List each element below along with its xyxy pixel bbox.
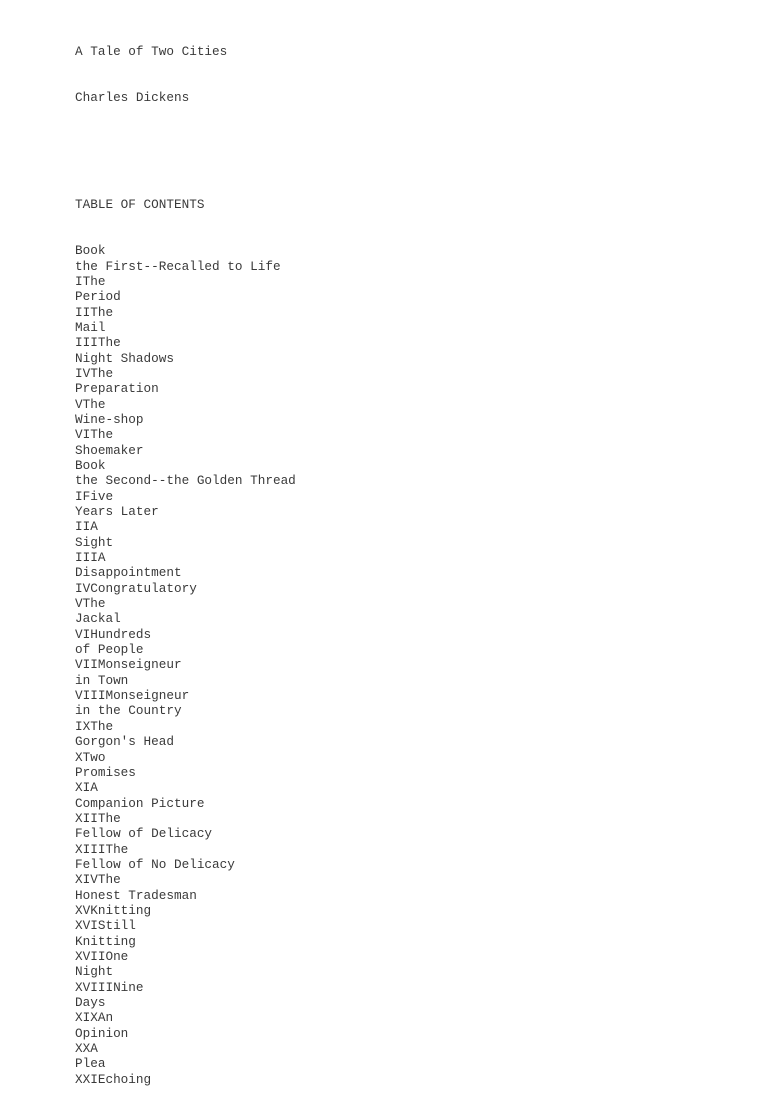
toc-line: in the Country xyxy=(75,703,182,719)
toc-line: Fellow of No Delicacy xyxy=(75,856,235,872)
toc-line: XIA xyxy=(75,780,98,796)
toc-line: Fellow of Delicacy xyxy=(75,826,213,842)
toc-line: VIThe xyxy=(75,427,114,443)
toc-line: IThe xyxy=(75,273,106,289)
toc-line: in Town xyxy=(75,672,129,688)
toc-line: Night Shadows xyxy=(75,350,174,366)
toc-line: Opinion xyxy=(75,1025,129,1041)
toc-line: Gorgon's Head xyxy=(75,734,174,750)
toc-line: XIVThe xyxy=(75,872,121,888)
toc-line: the Second--the Golden Thread xyxy=(75,473,296,489)
toc-line: XIIIThe xyxy=(75,841,129,857)
toc-line: Disappointment xyxy=(75,565,182,581)
toc-line: Period xyxy=(75,289,121,305)
toc-line: VThe xyxy=(75,396,106,412)
toc-line: Book xyxy=(75,243,106,259)
toc-line: VThe xyxy=(75,596,106,612)
toc-line: IIIA xyxy=(75,550,106,566)
toc-line: XIXAn xyxy=(75,1010,114,1026)
toc-line: XIIThe xyxy=(75,810,121,826)
toc-line: Mail xyxy=(75,319,106,335)
toc-line: XVIIINine xyxy=(75,979,144,995)
toc-line: Companion Picture xyxy=(75,795,205,811)
toc-line: the First--Recalled to Life xyxy=(75,258,281,274)
toc-line: Preparation xyxy=(75,381,159,397)
toc-line: Days xyxy=(75,995,106,1010)
spacer xyxy=(75,136,296,167)
toc-line: XXA xyxy=(75,1041,98,1057)
toc-line: Years Later xyxy=(75,504,159,519)
toc-line: XVIStill xyxy=(75,918,136,934)
toc-line: Knitting xyxy=(75,933,136,949)
toc-line: XTwo xyxy=(75,749,106,765)
toc-line: VIHundreds xyxy=(75,626,152,642)
toc-line: XVKnitting xyxy=(75,902,152,918)
toc-heading: TABLE OF CONTENTS xyxy=(75,197,205,213)
toc-line: VIIMonseigneur xyxy=(75,657,182,673)
toc-line: of People xyxy=(75,642,144,658)
toc-line: IIIThe xyxy=(75,335,121,351)
toc-line: Honest Tradesman xyxy=(75,887,197,903)
toc-line: IIA xyxy=(75,519,98,535)
toc-list xyxy=(75,243,296,1087)
toc-line: XXIEchoing xyxy=(75,1071,152,1087)
toc-line: Book xyxy=(75,457,106,473)
toc-line: XVIIOne xyxy=(75,948,129,964)
toc-line: IIThe xyxy=(75,304,114,320)
book-author: Charles Dickens xyxy=(75,89,190,105)
toc-line: IVCongratulatory xyxy=(75,580,197,596)
toc-line: Shoemaker xyxy=(75,442,144,458)
document-page xyxy=(75,13,296,1102)
toc-line: VIIIMonseigneur xyxy=(75,688,190,704)
toc-line: Plea xyxy=(75,1056,106,1072)
toc-line: Night xyxy=(75,964,114,980)
toc-line: Wine-shop xyxy=(75,411,144,427)
toc-line: IFive xyxy=(75,488,114,504)
toc-line: Promises xyxy=(75,764,136,780)
toc-line: Sight xyxy=(75,534,114,550)
toc-line: IVThe xyxy=(75,365,114,381)
toc-line: IXThe xyxy=(75,718,114,734)
book-title: A Tale of Two Cities xyxy=(75,43,228,59)
toc-line: Jackal xyxy=(75,611,121,627)
